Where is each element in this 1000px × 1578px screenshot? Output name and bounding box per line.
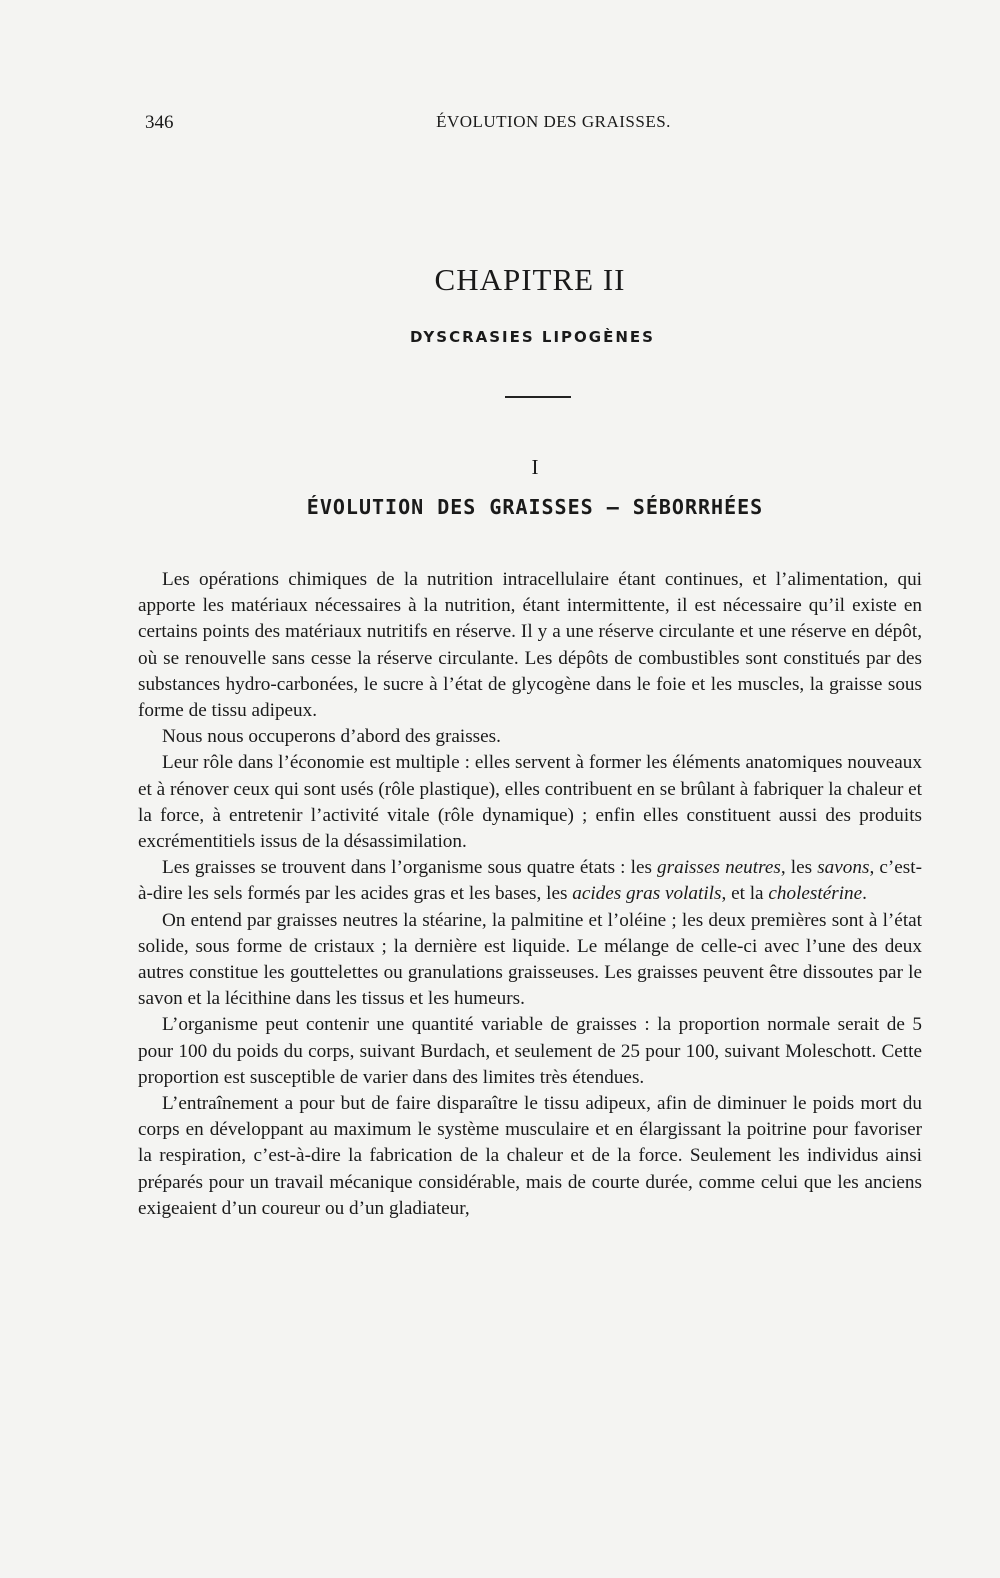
page-number: 346: [145, 112, 174, 133]
paragraph-text: .: [862, 883, 867, 905]
running-head: [145, 112, 922, 138]
paragraph: L’organisme peut contenir une quantité variable de graisses : la proportion normale serait de 5 pour 100 du poids du corps, suivant Burdach, et seulement de 25 pour 100, suivant Moleschott. Cette proportion est susceptible de varier dans des limites très étendues.: [138, 1014, 922, 1088]
italic-term: cholestérine: [768, 883, 863, 905]
paragraph-text: Les graisses se trouvent dans l’organisme sous quatre états : les: [162, 857, 658, 879]
body-text: [138, 567, 922, 1222]
section-divider-rule: [505, 396, 571, 398]
chapter-title: CHAPITRE II: [434, 262, 626, 297]
section-number: I: [531, 455, 539, 479]
italic-term: acides gras volatils: [572, 883, 722, 905]
running-title: ÉVOLUTION DES GRAISSES.: [436, 112, 671, 131]
italic-term: savons: [817, 857, 870, 879]
paragraph: [138, 855, 922, 907]
paragraph: L’entraînement a pour but de faire disparaître le tissu adipeux, afin de diminuer le poids mort du corps en développant au maximum le système musculaire et en élargissant la poitrine pour favoriser la respiration, c’est-à-dire la fabrication de la chaleur et de la force. Seulement les individus ainsi préparés pour un travail mécanique considérable, mais de courte durée, comme celui que les anciens exigeaient d’un coureur ou d’un gladiateur,: [138, 1093, 922, 1219]
paragraph-text: , et la: [721, 883, 769, 905]
italic-term: graisses neutres: [657, 857, 781, 879]
chapter-subtitle: DYSCRASIES LIPOGÈNES: [410, 328, 655, 346]
paragraph-text: , les: [780, 857, 818, 879]
paragraph-text: , c’est-à-dire les sels formés par les acides gras et les bases, les: [138, 857, 922, 905]
section-title: ÉVOLUTION DES GRAISSES — SÉBORRHÉES: [306, 495, 764, 519]
paragraph: On entend par graisses neutres la stéarine, la palmitine et l’oléine ; les deux premières sont à l’état solide, sous forme de cristaux ; la dernière est liquide. Le mélange de celle-ci avec l’une des deux autres constitue les gouttelettes ou granulations graisseuses. Les graisses peuvent être dissoutes par le savon et la lécithine dans les tissus et les humeurs.: [138, 909, 922, 1010]
paragraph: Nous nous occuperons d’abord des graisses.: [162, 726, 501, 748]
paragraph: Les opérations chimiques de la nutrition intracellulaire étant continues, et l’alimentation, qui apporte les matériaux nécessaires à la nutrition, étant intermittente, il est nécessaire qu’il existe en certains points des matériaux nutritifs en réserve. Il y a une réserve circulante et une réserve en dépôt, où se renouvelle sans cesse la réserve circulante. Les dépôts de combustibles sont constitués par des substances hydro-carbonées, le sucre à l’état de glycogène dans le foie et les muscles, la graisse sous forme de tissu adipeux.: [138, 569, 922, 722]
paragraph: Leur rôle dans l’économie est multiple : elles servent à former les éléments anatomiques nouveaux et à rénover ceux qui sont usés (rôle plastique), elles contribuent en se brûlant à fabriquer la chaleur et la force, à entretenir l’activité vitale (rôle dynamique) ; enfin elles constituent aussi des produits excrémentitiels issus de la désassimilation.: [138, 752, 922, 853]
